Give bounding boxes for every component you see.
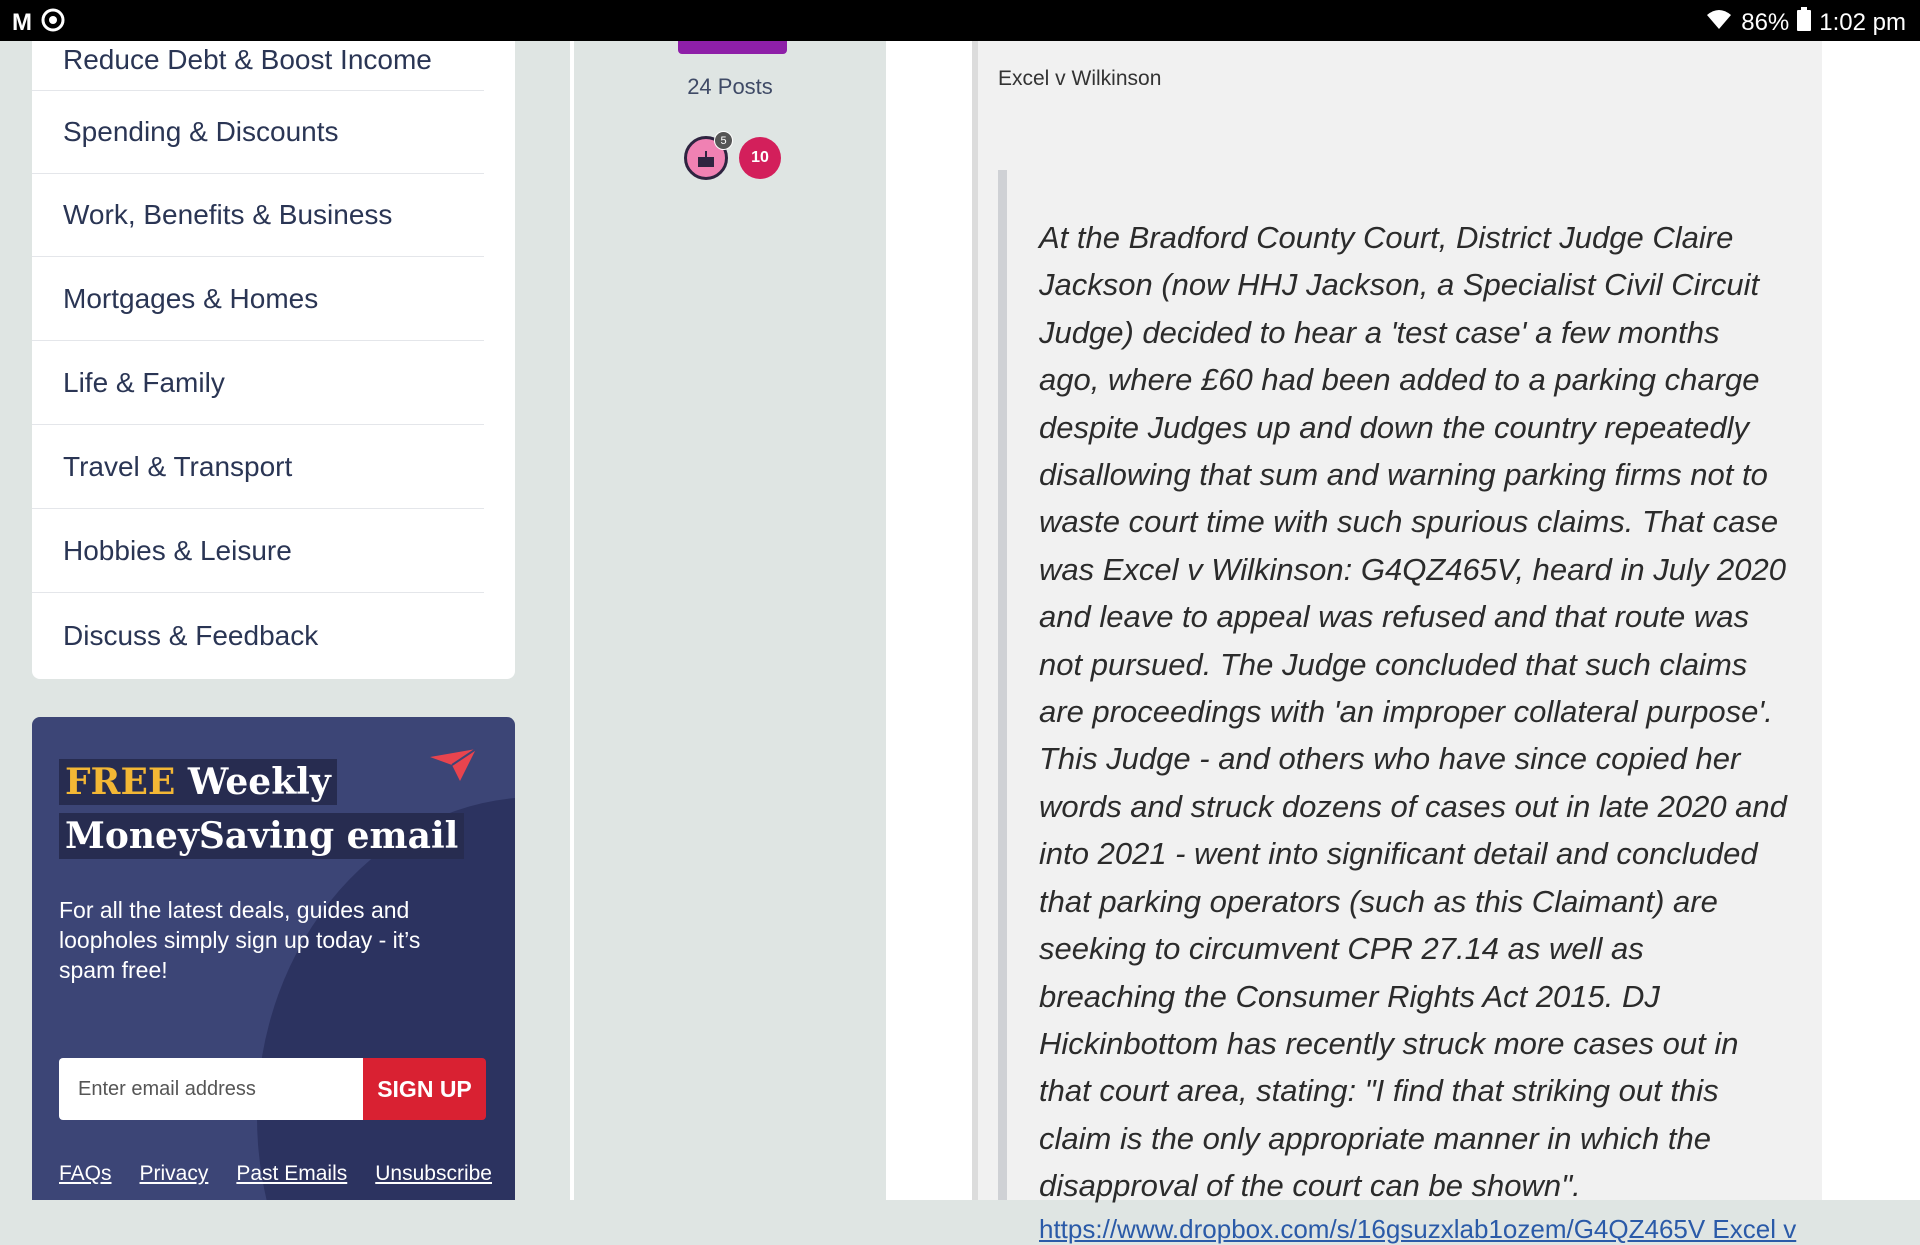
title-free: FREE xyxy=(65,761,176,803)
post-heading: Excel v Wilkinson xyxy=(998,67,1162,90)
nav-item-mortgages[interactable]: Mortgages & Homes xyxy=(32,258,484,341)
unsubscribe-link[interactable]: Unsubscribe xyxy=(375,1162,492,1185)
post-count[interactable]: 24 Posts xyxy=(687,74,773,99)
clock: 1:02 pm xyxy=(1819,8,1906,36)
title-weekly: Weekly xyxy=(187,761,331,803)
newsletter-links xyxy=(59,1162,492,1186)
signup-button[interactable]: SIGN UP xyxy=(363,1058,486,1120)
battery-icon xyxy=(1797,7,1811,38)
past-emails-link[interactable]: Past Emails xyxy=(236,1162,348,1185)
status-bar xyxy=(0,0,1920,41)
nav-item-work-benefits[interactable]: Work, Benefits & Business xyxy=(32,174,484,257)
award-count-badge: 5 xyxy=(714,131,733,150)
dropbox-link[interactable]: https://www.dropbox.com/s/16gsuzxlab1ozem/G4QZ465V Excel v xyxy=(1039,1213,1797,1244)
sidebar xyxy=(0,41,570,1200)
post-body xyxy=(972,41,1822,1244)
m-app-icon: M xyxy=(12,8,32,36)
sync-icon xyxy=(40,7,66,38)
battery-level: 86% xyxy=(1741,8,1790,36)
newsletter-description: For all the latest deals, guides and loopholes simply sign up today - it’s spam free! xyxy=(59,897,421,983)
newsletter-title xyxy=(59,755,464,863)
blockquote xyxy=(998,170,1797,1244)
post-content xyxy=(886,41,1920,1244)
nav-item-discuss[interactable]: Discuss & Feedback xyxy=(63,619,319,651)
nav-item-reduce-debt[interactable]: Reduce Debt & Boost Income xyxy=(32,41,484,91)
wifi-icon xyxy=(1705,7,1733,38)
cake-award-icon[interactable] xyxy=(684,136,728,180)
posts-award-badge[interactable]: 10 xyxy=(739,137,781,179)
nav-item-travel[interactable]: Travel & Transport xyxy=(32,426,484,509)
nav-item-life-family[interactable]: Life & Family xyxy=(32,342,484,425)
quote-text: At the Bradford County Court, District Judge Claire Jackson (now HHJ Jackson, a Specialist Civil Circuit Judge) decided to hear a 'test case' a few months ago, where £60 had been added to a parking charge despite Judges up and down the country repeatedly disallowing that sum and warning parking firms not to waste court time with such spurious claims. That case was Excel v Wilkinson: G4QZ465V, heard in July 2020 and leave to appeal was refused and that route was not pursued. The Judge concluded that such claims are proceedings with 'an improper collateral purpose'. This Judge - and others who have since copied her words and struck dozens of cases out in late 2020 and into 2021 - went into significant detail and concluded that parking operators (such as this Claimant) are seeking to circumvent CPR 27.14 as well as breaching the Consumer Rights Act 2015. DJ Hickinbottom has recently struck more cases out in that court area, stating: "I find that striking out this claim is the only appropriate manner in which the disapproval of the court can be shown". xyxy=(1039,220,1787,1204)
user-rank-badge xyxy=(678,41,787,54)
email-field[interactable]: Enter email address xyxy=(59,1058,363,1120)
title-line2: MoneySaving email xyxy=(59,813,464,859)
newsletter-signup xyxy=(32,717,515,1200)
post-author-info xyxy=(570,41,886,1200)
nav-item-spending[interactable]: Spending & Discounts xyxy=(32,91,484,174)
nav-item-hobbies[interactable]: Hobbies & Leisure xyxy=(32,510,484,593)
category-nav xyxy=(32,41,515,679)
faqs-link[interactable]: FAQs xyxy=(59,1162,112,1185)
privacy-link[interactable]: Privacy xyxy=(139,1162,209,1185)
paper-plane-icon xyxy=(430,747,478,788)
